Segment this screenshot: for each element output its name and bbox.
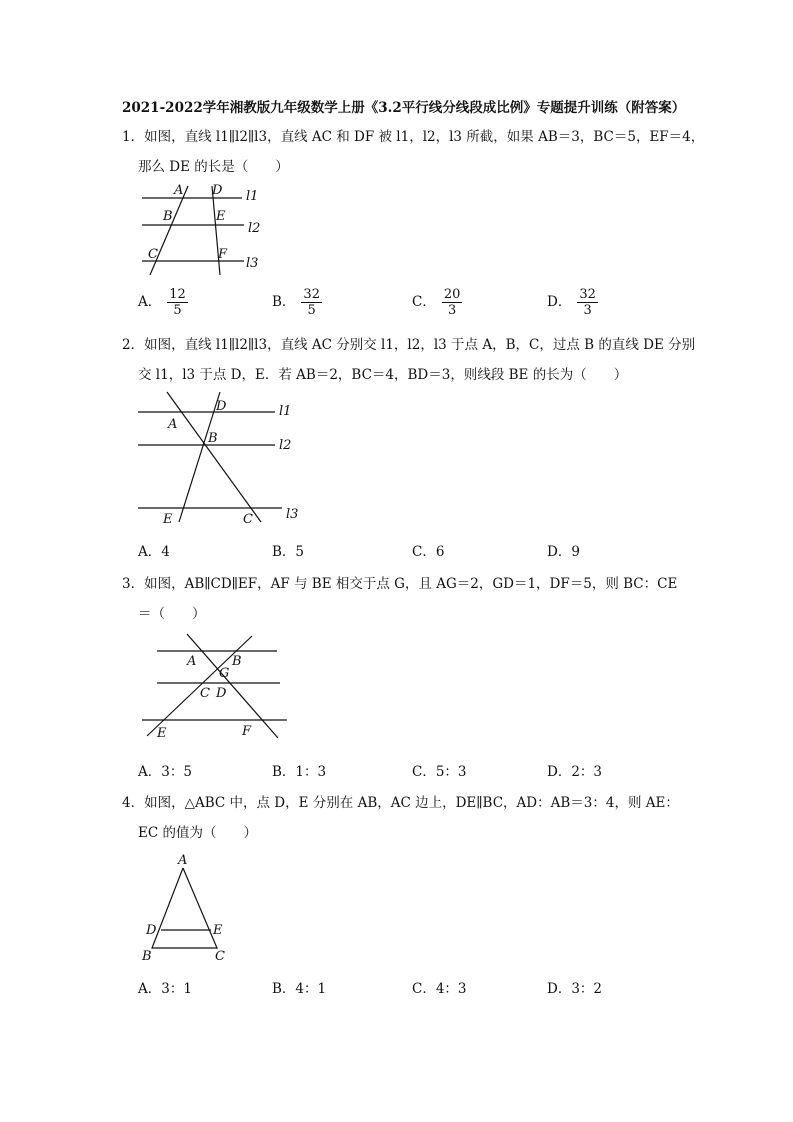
label-e: E: [216, 209, 226, 224]
q3-option-d[interactable]: D．2：3: [547, 764, 603, 780]
q3-option-b[interactable]: B．1：3: [272, 764, 327, 780]
question-2-figure: [130, 390, 305, 530]
question-3-figure: [135, 630, 295, 745]
question-4-line-1: 4．如图，△ABC 中，点 D，E 分别在 AB，AC 边上，DE∥BC，AD：AB＝3：4，则 AE：: [122, 795, 679, 811]
q1-option-c[interactable]: C． $\frac{20}{3}$: [412, 287, 461, 318]
question-4-figure: [135, 848, 235, 966]
question-2-line-1: 2．如图，直线 l1∥l2∥l3，直线 AC 分别交 l1，l2，l3 于点 A，B，C，过点 B 的直线 DE 分别: [122, 337, 696, 353]
label-a: A: [174, 183, 184, 198]
q2-option-a[interactable]: A．4: [138, 544, 170, 560]
q3-option-c[interactable]: C．5：3: [412, 764, 467, 780]
question-1-line-2: 那么 DE 的长是（ ）: [138, 159, 289, 175]
q4-option-c[interactable]: C．4：3: [412, 981, 467, 997]
q4-option-b[interactable]: B．4：1: [272, 981, 327, 997]
label-l1: l1: [279, 404, 292, 419]
question-3-line-2: ＝（ ）: [138, 606, 206, 622]
question-4-line-2: EC 的值为（ ）: [138, 825, 257, 841]
question-2-line-2: 交 l1，l3 于点 D，E．若 AB＝2，BC＝4，BD＝3，则线段 BE 的长为（ ）: [138, 367, 628, 383]
q1-option-d[interactable]: D． $\frac{32}{3}$: [547, 287, 596, 318]
label-b: B: [163, 209, 173, 224]
label-a: A: [187, 654, 197, 669]
q1-option-a[interactable]: A． $\frac{12}{5}$: [138, 287, 186, 318]
label-e: E: [163, 512, 173, 527]
q4-option-d[interactable]: D．3：2: [547, 981, 603, 997]
q2-option-c[interactable]: C．6: [412, 544, 445, 560]
label-c: C: [243, 512, 253, 527]
q4-option-a[interactable]: A．3：1: [138, 981, 192, 997]
label-e: E: [157, 726, 167, 741]
label-b: B: [232, 654, 242, 669]
label-g: G: [219, 666, 230, 681]
question-1-figure: [130, 180, 280, 278]
label-b: B: [208, 431, 218, 446]
label-d: D: [212, 183, 223, 198]
label-d: D: [216, 399, 227, 414]
label-a: A: [168, 417, 178, 432]
q1-option-b[interactable]: B． $\frac{32}{5}$: [272, 287, 320, 318]
label-a: A: [178, 853, 188, 868]
question-3-line-1: 3．如图，AB∥CD∥EF，AF 与 BE 相交于点 G，且 AG＝2，GD＝1，DF＝5，则 BC：CE: [122, 576, 678, 592]
label-f: F: [218, 247, 228, 262]
q2-option-d[interactable]: D．9: [547, 544, 580, 560]
label-e: E: [213, 923, 223, 938]
label-l3: l3: [286, 507, 299, 522]
question-1-line-1: 1．如图，直线 l1∥l2∥l3，直线 AC 和 DF 被 l1，l2，l3 所截，如果 AB＝3，BC＝5，EF＝4，: [122, 129, 705, 145]
label-l1: l1: [246, 189, 259, 204]
label-c: C: [200, 686, 210, 701]
label-l2: l2: [248, 221, 261, 236]
label-c: C: [148, 247, 158, 262]
triangle-abc: [152, 868, 217, 948]
label-b: B: [142, 949, 152, 964]
document-title: 2021-2022学年湘教版九年级数学上册《3.2平行线分线段成比例》专题提升训练（附答案）: [122, 100, 686, 116]
label-d: D: [216, 686, 227, 701]
label-f: F: [242, 724, 252, 739]
label-c: C: [215, 949, 225, 964]
label-l2: l2: [279, 438, 292, 453]
label-l3: l3: [246, 256, 259, 271]
q3-option-a[interactable]: A．3：5: [138, 764, 192, 780]
q2-option-b[interactable]: B．5: [272, 544, 305, 560]
label-d: D: [146, 923, 157, 938]
